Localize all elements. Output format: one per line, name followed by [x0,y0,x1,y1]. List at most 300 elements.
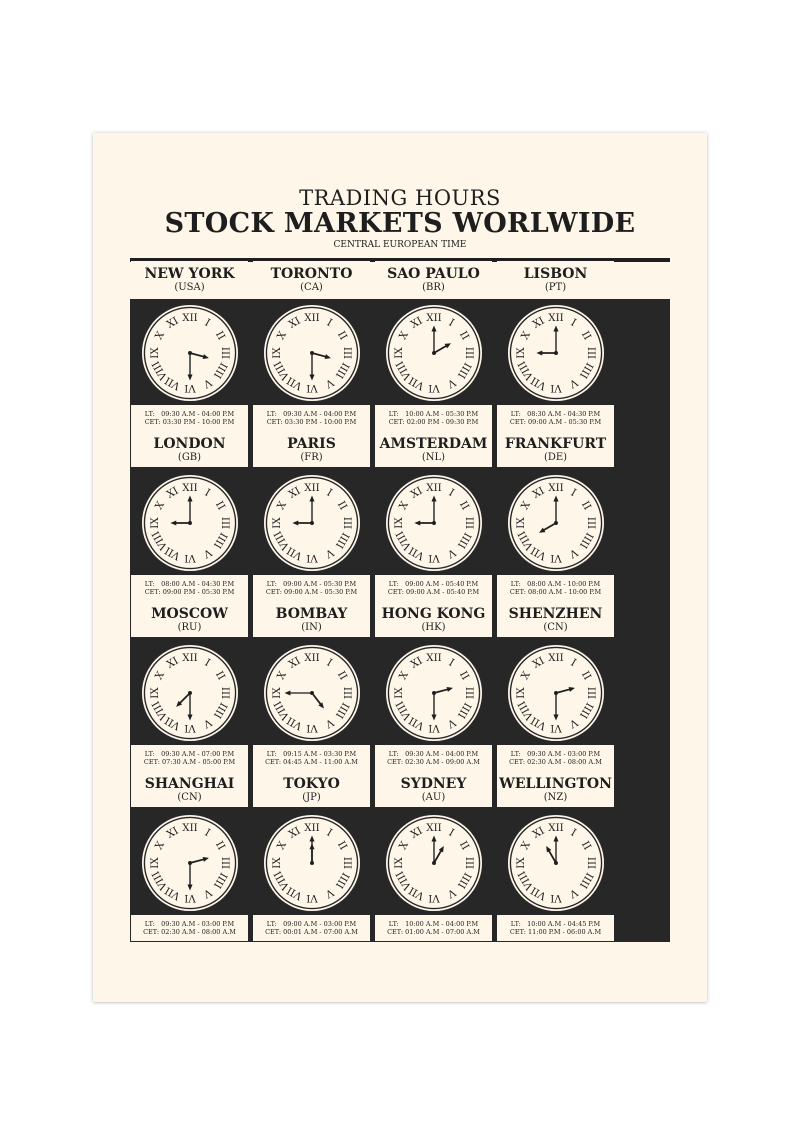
country-code: (USA) [174,282,205,293]
hour-numeral: XI [164,484,181,501]
hour-numeral: V [566,546,580,561]
hour-numeral: IIII [332,360,351,381]
cet-time-value: 09:00 A.M - 05:30 P.M [527,418,602,426]
city-label [375,261,492,297]
hour-numeral: VII [162,544,182,563]
country-code: (IN) [301,622,322,633]
clock-face [507,644,605,742]
hour-numeral: II [212,669,227,683]
cet-time-value: 02:30 A.M - 08:00 A.M [527,758,602,766]
local-time-value: 10:00 A.M - 04:45 P.M [527,920,601,928]
hour-numeral: IIII [576,700,595,721]
hour-numeral: XII [425,482,442,495]
hour-numeral: IIII [210,700,229,721]
hour-numeral: XII [181,822,198,835]
hour-numeral: II [334,669,349,683]
local-time-row [253,750,370,758]
city-label [131,431,248,467]
hour-numeral: XII [181,482,198,495]
country-code: (JP) [302,792,321,803]
country-code: (CN) [543,622,568,633]
local-time-row [375,410,492,418]
cet-time-label: CET: [387,758,404,766]
hour-numeral: X [152,499,167,512]
hour-numeral: XII [303,822,320,835]
hour-numeral: IX [148,347,161,359]
city-name: LONDON [153,436,226,452]
cet-time-value: 09:00 A.M - 05:30 P.M [283,588,358,596]
hour-numeral: XII [425,652,442,665]
hour-numeral: I [202,656,212,670]
hour-numeral: XI [286,654,303,671]
hour-numeral: III [584,346,597,360]
cet-time-row [131,928,248,936]
cet-time-label: CET: [387,588,404,596]
hour-numeral: XII [425,312,442,325]
city-name: PARIS [287,436,336,452]
subtitle: CENTRAL EUROPEAN TIME [333,240,467,250]
hour-numeral: I [324,826,334,840]
cet-time-value: 11:00 P.M - 06:00 A.M [527,928,602,936]
city-name: SAO PAULO [387,266,480,282]
hour-numeral: XII [425,822,442,835]
hour-numeral: I [202,826,212,840]
hour-numeral: X [518,499,533,512]
city-name: NEW YORK [144,266,235,282]
hour-numeral: VII [406,374,426,393]
cet-time-row [375,418,492,426]
hour-numeral: VIII [515,528,536,552]
hour-numeral: III [340,516,353,530]
cet-time-label: CET: [509,758,526,766]
local-time-row [253,410,370,418]
cet-time-value: 02:00 P.M - 09:30 P.M [406,418,479,426]
hour-numeral: VI [183,721,196,734]
city-name: TOKYO [283,776,340,792]
cet-time-label: CET: [265,588,282,596]
cet-time-label: CET: [387,928,404,936]
hour-numeral: I [324,316,334,330]
country-code: (GB) [177,452,202,463]
city-name: SHENZHEN [508,606,603,622]
hour-numeral: VII [162,714,182,733]
poster [93,133,707,1002]
hour-numeral: VI [305,381,318,394]
hour-numeral: II [212,839,227,853]
hour-numeral: VIII [149,698,170,722]
city-name: MOSCOW [151,606,228,622]
hour-numeral: I [568,486,578,500]
cet-time-value: 04:45 A.M - 11:00 A.M [283,758,358,766]
hour-numeral: I [446,316,456,330]
hour-numeral: I [568,826,578,840]
hour-numeral: VII [162,374,182,393]
cet-time-value: 03:30 P.M - 10:00 P.M [284,418,357,426]
cet-time-row [253,418,370,426]
hour-numeral: IX [270,687,283,699]
local-time-label: LT: [266,580,277,588]
hour-numeral: II [456,499,471,513]
cet-time-row [497,928,614,936]
hour-numeral: IIII [210,360,229,381]
local-time-value: 09:30 A.M - 03:00 P.M [527,750,601,758]
cet-time-value: 00:01 A.M - 07:00 A.M [283,928,358,936]
local-time-row [253,920,370,928]
hour-numeral: VII [406,544,426,563]
cet-time-row [131,418,248,426]
cet-time-label: CET: [509,588,526,596]
local-time-value: 09:00 A.M - 05:30 P.M [283,580,357,588]
cet-time-row [375,758,492,766]
hour-numeral: VIII [393,528,414,552]
hour-numeral: VIII [149,528,170,552]
clock-face [385,814,483,912]
local-time-value: 09:30 A.M - 04:00 P.M [161,410,235,418]
cet-time-label: CET: [388,418,405,426]
local-time-row [131,750,248,758]
hour-numeral: X [518,839,533,852]
city-name: LISBON [523,266,588,282]
country-code: (CA) [300,282,323,293]
hour-numeral: VI [305,551,318,564]
cet-time-row [253,758,370,766]
hour-numeral: IX [514,687,527,699]
hour-numeral: VI [427,381,440,394]
hour-numeral: VII [528,884,548,903]
hour-numeral: VIII [149,868,170,892]
hour-numeral: XII [181,312,198,325]
hour-numeral: X [274,839,289,852]
hour-numeral: XII [547,652,564,665]
clock-face [507,304,605,402]
local-time-row [131,920,248,928]
hour-numeral: XII [303,482,320,495]
local-time-value: 10:00 A.M - 04:00 P.M [405,920,479,928]
hour-numeral: III [584,686,597,700]
city-label [131,771,248,807]
hour-numeral: VII [162,884,182,903]
hour-numeral: III [462,346,475,360]
hour-numeral: IX [514,857,527,869]
country-code: (NL) [421,452,446,463]
hour-numeral: IX [392,347,405,359]
country-code: (FR) [300,452,323,463]
cet-time-value: 09:00 A.M - 05:40 P.M [405,588,480,596]
clock-face [385,474,483,572]
hour-numeral: IIII [210,530,229,551]
hour-numeral: XI [408,484,425,501]
cet-time-value: 02:30 A.M - 09:00 A.M [405,758,480,766]
hour-numeral: I [446,656,456,670]
hour-numeral: XI [286,314,303,331]
hour-numeral: V [322,376,336,391]
hour-numeral: V [444,886,458,901]
hour-numeral: IIII [454,870,473,891]
hour-numeral: XII [547,482,564,495]
cet-time-value: 03:30 P.M - 10:00 P.M [162,418,235,426]
cet-time-row [375,588,492,596]
hour-numeral: I [202,316,212,330]
hour-numeral: IIII [576,360,595,381]
hour-numeral: XI [530,824,547,841]
hour-numeral: V [322,886,336,901]
hour-numeral: II [334,839,349,853]
hour-numeral: X [274,499,289,512]
trading-hours [253,915,370,941]
local-time-label: LT: [144,750,155,758]
hour-numeral: II [578,329,593,343]
title-line-1: TRADING HOURS [299,186,501,210]
country-code: (PT) [544,282,567,293]
hour-numeral: VIII [271,698,292,722]
clock-face [141,644,239,742]
hour-numeral: XI [164,314,181,331]
hour-numeral: V [566,376,580,391]
city-name: FRANKFURT [504,436,607,452]
cet-time-row [497,758,614,766]
city-label [375,601,492,637]
trading-hours [253,745,370,771]
hour-numeral: I [446,826,456,840]
hour-numeral: III [462,686,475,700]
hour-numeral: II [334,499,349,513]
local-time-row [497,580,614,588]
clock-face [263,304,361,402]
local-time-row [497,750,614,758]
local-time-label: LT: [388,410,399,418]
hour-numeral: XI [286,484,303,501]
hour-numeral: VI [549,381,562,394]
hour-numeral: X [152,839,167,852]
local-time-value: 09:15 A.M - 03:30 P.M [283,750,357,758]
hour-numeral: V [322,546,336,561]
local-time-label: LT: [144,580,155,588]
local-time-label: LT: [388,580,399,588]
city-label [131,601,248,637]
trading-hours [375,405,492,431]
clock-face [385,304,483,402]
hour-numeral: X [274,669,289,682]
hour-numeral: XII [303,312,320,325]
hour-numeral: II [578,839,593,853]
city-label [131,261,248,297]
city-label [497,261,614,297]
local-time-row [375,580,492,588]
trading-hours [375,745,492,771]
hour-numeral: VIII [271,868,292,892]
hour-numeral: IX [270,517,283,529]
hour-numeral: V [200,376,214,391]
clock-face [507,474,605,572]
local-time-value: 08:00 A.M - 04:30 P.M [161,580,235,588]
hour-numeral: XI [530,484,547,501]
cet-time-row [131,758,248,766]
country-code: (AU) [421,792,446,803]
city-name: SYDNEY [400,776,467,792]
local-time-value: 10:00 A.M - 05:30 P.M [405,410,479,418]
hour-numeral: IX [270,857,283,869]
local-time-label: LT: [510,750,521,758]
hour-numeral: VII [284,714,304,733]
hour-numeral: VI [183,891,196,904]
clock-face [141,474,239,572]
hour-numeral: I [202,486,212,500]
hour-numeral: VI [183,551,196,564]
hour-numeral: II [212,499,227,513]
local-time-label: LT: [510,580,521,588]
hour-numeral: I [324,656,334,670]
hour-numeral: X [396,329,411,342]
hour-numeral: III [584,516,597,530]
hour-numeral: VII [528,714,548,733]
hour-numeral: II [456,839,471,853]
city-name: WELLINGTON [499,776,612,792]
trading-hours [497,575,614,601]
hour-numeral: XII [547,822,564,835]
hour-numeral: XII [181,652,198,665]
city-label [497,771,614,807]
local-time-label: LT: [266,750,277,758]
country-code: (NZ) [543,792,568,803]
hour-numeral: I [324,486,334,500]
cet-time-value: 08:00 A.M - 10:00 P.M [527,588,602,596]
hour-numeral: IIII [332,530,351,551]
trading-hours [131,575,248,601]
city-label [253,601,370,637]
city-name: HONG KONG [381,606,486,622]
hour-numeral: XI [164,654,181,671]
hour-numeral: VIII [271,358,292,382]
local-time-value: 09:30 A.M - 03:00 P.M [161,920,235,928]
city-label [375,431,492,467]
local-time-row [375,920,492,928]
city-name: SHANGHAI [144,776,235,792]
hour-numeral: X [396,839,411,852]
trading-hours [497,745,614,771]
hour-numeral: XI [164,824,181,841]
clock-face [263,814,361,912]
local-time-value: 09:30 A.M - 04:00 P.M [283,410,357,418]
hour-numeral: V [444,376,458,391]
cet-time-value: 07:30 A.M - 05:00 P.M [161,758,236,766]
hour-numeral: VII [284,884,304,903]
country-code: (HK) [421,622,446,633]
clock-face [141,304,239,402]
cet-time-value: 09:00 P.M - 05:30 P.M [162,588,235,596]
city-name: TORONTO [270,266,353,282]
hour-numeral: V [200,546,214,561]
hour-numeral: X [396,499,411,512]
cet-time-row [253,928,370,936]
hour-numeral: VII [528,374,548,393]
hour-numeral: VII [284,374,304,393]
trading-hours [131,405,248,431]
hour-numeral: IX [148,687,161,699]
local-time-row [375,750,492,758]
country-code: (RU) [177,622,202,633]
hour-numeral: IIII [576,530,595,551]
hour-numeral: VIII [515,868,536,892]
hour-numeral: VIII [515,698,536,722]
hour-numeral: IX [392,517,405,529]
hour-numeral: V [444,716,458,731]
hour-numeral: IX [270,347,283,359]
hour-numeral: I [446,486,456,500]
cet-time-label: CET: [144,588,161,596]
hour-numeral: VI [305,721,318,734]
hour-numeral: XI [408,314,425,331]
hour-numeral: VIII [149,358,170,382]
hour-numeral: II [578,499,593,513]
hour-numeral: V [566,716,580,731]
hour-numeral: III [340,856,353,870]
cet-time-row [131,588,248,596]
hour-numeral: VII [406,884,426,903]
clock-face [385,644,483,742]
hour-numeral: I [568,656,578,670]
cet-time-value: 02:30 A.M - 08:00 A.M [161,928,236,936]
cet-time-row [497,418,614,426]
city-name: AMSTERDAM [379,436,488,452]
hour-numeral: II [456,669,471,683]
cet-time-value: 01:00 A.M - 07:00 A.M [405,928,480,936]
trading-hours [375,575,492,601]
hour-numeral: VIII [393,698,414,722]
hour-numeral: VIII [515,358,536,382]
hour-numeral: III [218,856,231,870]
hour-numeral: III [462,516,475,530]
hour-numeral: IIII [210,870,229,891]
hour-numeral: III [218,346,231,360]
cet-time-label: CET: [509,418,526,426]
hour-numeral: X [274,329,289,342]
hour-numeral: VI [427,551,440,564]
clock-face [507,814,605,912]
hour-numeral: IX [148,517,161,529]
local-time-row [253,580,370,588]
hour-numeral: I [568,316,578,330]
clock-face [263,474,361,572]
local-time-label: LT: [510,410,521,418]
clock-face [263,644,361,742]
hour-numeral: VIII [393,868,414,892]
cet-time-label: CET: [265,758,282,766]
trading-hours [131,745,248,771]
cet-time-row [375,928,492,936]
cet-time-row [497,588,614,596]
trading-hours [375,915,492,941]
country-code: (CN) [177,792,202,803]
cet-time-label: CET: [143,928,160,936]
trading-hours [497,405,614,431]
hour-numeral: XI [408,654,425,671]
cet-time-label: CET: [266,418,283,426]
local-time-label: LT: [266,410,277,418]
local-time-label: LT: [510,920,521,928]
hour-numeral: X [152,329,167,342]
hour-numeral: IX [148,857,161,869]
hour-numeral: IX [514,347,527,359]
hour-numeral: II [334,329,349,343]
local-time-value: 09:30 A.M - 07:00 P.M [161,750,235,758]
hour-numeral: IIII [454,530,473,551]
hour-numeral: XI [530,654,547,671]
hour-numeral: VI [305,891,318,904]
hour-numeral: IX [514,517,527,529]
hour-numeral: X [518,329,533,342]
local-time-row [131,580,248,588]
hour-numeral: VI [427,891,440,904]
